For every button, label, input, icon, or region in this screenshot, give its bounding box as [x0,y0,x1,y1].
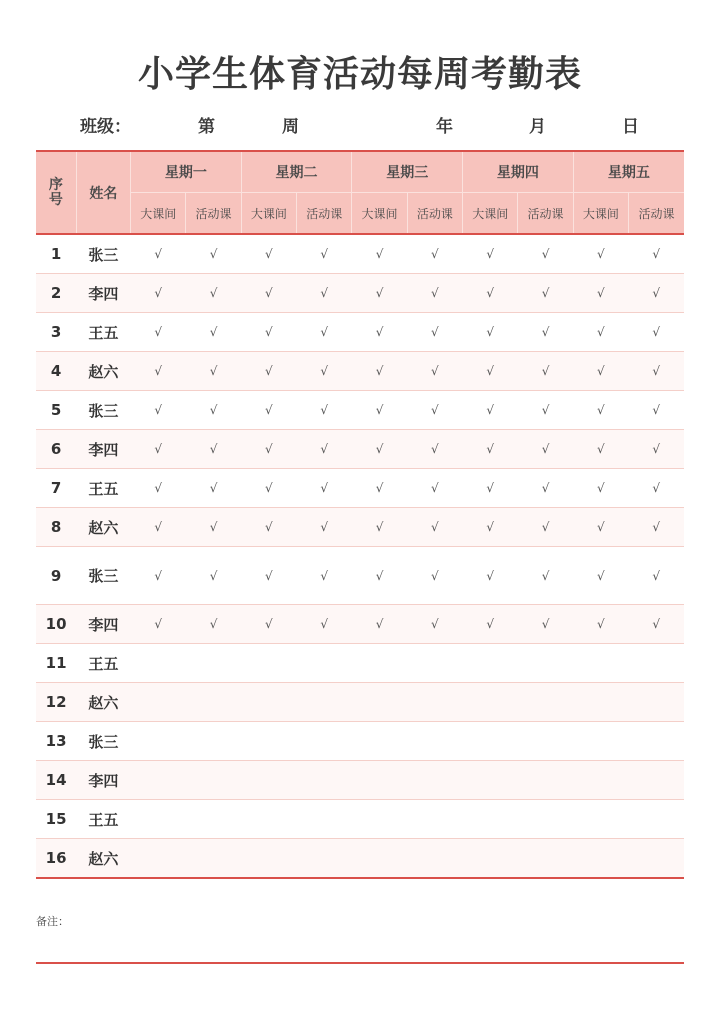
attendance-cell[interactable]: √ [241,234,296,274]
table-row [36,800,684,839]
attendance-cell[interactable] [518,683,573,722]
attendance-cell[interactable]: √ [573,508,628,547]
attendance-cell[interactable]: √ [518,391,573,430]
attendance-cell[interactable]: √ [297,469,352,508]
attendance-cell[interactable] [573,800,628,839]
row-index: 5 [36,391,76,430]
attendance-cell[interactable]: √ [131,352,186,391]
attendance-cell[interactable] [297,800,352,839]
attendance-cell[interactable] [518,761,573,800]
day-header: 星期一 [131,151,242,193]
table-row [36,839,684,879]
sub-header-activity: 活动课 [297,193,352,235]
attendance-cell[interactable]: √ [573,547,628,605]
attendance-cell[interactable]: √ [352,605,407,644]
student-name: 李四 [76,274,130,313]
attendance-cell[interactable]: √ [131,508,186,547]
attendance-cell[interactable]: √ [407,469,462,508]
attendance-cell[interactable]: √ [186,313,241,352]
attendance-cell[interactable]: √ [241,469,296,508]
attendance-cell[interactable] [629,761,684,800]
attendance-cell[interactable]: √ [407,313,462,352]
day-header: 星期四 [463,151,574,193]
attendance-cell[interactable]: √ [463,547,518,605]
attendance-cell[interactable] [241,683,296,722]
attendance-cell[interactable]: √ [297,274,352,313]
attendance-cell[interactable] [241,644,296,683]
table-row [36,234,684,274]
row-index: 3 [36,313,76,352]
sub-header-activity: 活动课 [518,193,573,235]
student-name: 张三 [76,547,130,605]
student-name: 李四 [76,605,130,644]
attendance-cell[interactable] [241,761,296,800]
attendance-cell[interactable] [131,644,186,683]
table-body [36,234,684,878]
attendance-cell[interactable] [463,839,518,879]
student-name: 赵六 [76,683,130,722]
row-index: 13 [36,722,76,761]
attendance-cell[interactable]: √ [186,234,241,274]
attendance-cell[interactable]: √ [518,547,573,605]
attendance-cell[interactable]: √ [407,391,462,430]
attendance-cell[interactable] [518,839,573,879]
name-header: 姓名 [76,151,130,234]
month-label: 月 [529,117,546,137]
attendance-cell[interactable]: √ [352,547,407,605]
attendance-cell[interactable] [131,683,186,722]
attendance-cell[interactable]: √ [131,469,186,508]
attendance-cell[interactable]: √ [518,430,573,469]
attendance-cell[interactable]: √ [241,605,296,644]
table-row [36,547,684,605]
attendance-cell[interactable]: √ [518,234,573,274]
attendance-cell[interactable]: √ [352,508,407,547]
attendance-cell[interactable]: √ [463,605,518,644]
attendance-cell[interactable]: √ [518,313,573,352]
attendance-cell[interactable]: √ [352,313,407,352]
attendance-cell[interactable] [352,800,407,839]
attendance-cell[interactable]: √ [629,313,684,352]
student-name: 赵六 [76,839,130,879]
attendance-cell[interactable] [131,839,186,879]
student-name: 王五 [76,469,130,508]
attendance-cell[interactable]: √ [629,547,684,605]
attendance-cell[interactable]: √ [573,391,628,430]
notes-line [36,962,684,964]
attendance-cell[interactable] [241,839,296,879]
attendance-cell[interactable]: √ [463,469,518,508]
day-label: 日 [622,117,639,137]
attendance-cell[interactable]: √ [573,605,628,644]
attendance-cell[interactable] [186,683,241,722]
attendance-cell[interactable]: √ [352,430,407,469]
attendance-cell[interactable] [629,722,684,761]
year-label: 年 [436,117,453,137]
attendance-cell[interactable]: √ [131,605,186,644]
attendance-cell[interactable]: √ [463,508,518,547]
student-name: 王五 [76,644,130,683]
sub-header-activity: 活动课 [186,193,241,235]
attendance-cell[interactable]: √ [518,605,573,644]
attendance-cell[interactable] [186,722,241,761]
attendance-cell[interactable]: √ [186,547,241,605]
attendance-cell[interactable] [186,839,241,879]
attendance-cell[interactable]: √ [297,352,352,391]
attendance-cell[interactable] [297,761,352,800]
table-row [36,644,684,683]
attendance-cell[interactable]: √ [352,391,407,430]
page-title: 小学生体育活动每周考勤表 [137,54,582,95]
student-name: 王五 [76,313,130,352]
attendance-cell[interactable]: √ [629,430,684,469]
attendance-cell[interactable] [407,800,462,839]
attendance-cell[interactable]: √ [241,313,296,352]
attendance-cell[interactable]: √ [131,547,186,605]
attendance-cell[interactable] [297,644,352,683]
attendance-cell[interactable]: √ [186,508,241,547]
attendance-cell[interactable]: √ [241,274,296,313]
index-header: 序号 [36,151,76,234]
attendance-cell[interactable]: √ [186,469,241,508]
attendance-cell[interactable]: √ [297,547,352,605]
sub-header-break: 大课间 [463,193,518,235]
attendance-cell[interactable] [352,722,407,761]
attendance-cell[interactable]: √ [629,469,684,508]
attendance-cell[interactable]: √ [463,313,518,352]
attendance-cell[interactable] [352,644,407,683]
attendance-cell[interactable] [518,800,573,839]
attendance-cell[interactable]: √ [131,391,186,430]
attendance-cell[interactable] [131,722,186,761]
attendance-cell[interactable]: √ [131,430,186,469]
row-index: 8 [36,508,76,547]
sub-header-activity: 活动课 [407,193,462,235]
class-label: 班级： [80,117,131,137]
attendance-cell[interactable]: √ [463,391,518,430]
attendance-cell[interactable] [573,839,628,879]
table-row [36,430,684,469]
attendance-cell[interactable]: √ [629,508,684,547]
row-index: 6 [36,430,76,469]
attendance-cell[interactable]: √ [186,605,241,644]
attendance-cell[interactable] [352,683,407,722]
attendance-cell[interactable]: √ [131,313,186,352]
attendance-cell[interactable] [629,683,684,722]
row-index: 4 [36,352,76,391]
attendance-cell[interactable] [297,839,352,879]
sub-header-break: 大课间 [352,193,407,235]
attendance-cell[interactable] [463,644,518,683]
attendance-cell[interactable] [518,722,573,761]
table-row [36,683,684,722]
student-name: 张三 [76,234,130,274]
attendance-cell[interactable] [573,722,628,761]
attendance-cell[interactable]: √ [407,605,462,644]
row-index: 10 [36,605,76,644]
attendance-cell[interactable]: √ [573,313,628,352]
attendance-cell[interactable] [297,683,352,722]
attendance-cell[interactable]: √ [463,430,518,469]
student-name: 赵六 [76,508,130,547]
attendance-cell[interactable] [352,839,407,879]
attendance-cell[interactable] [131,761,186,800]
table-row [36,508,684,547]
row-index: 12 [36,683,76,722]
attendance-cell[interactable]: √ [573,274,628,313]
attendance-cell[interactable] [297,722,352,761]
row-index: 15 [36,800,76,839]
attendance-cell[interactable]: √ [629,234,684,274]
table-row [36,761,684,800]
info-row [0,112,720,136]
attendance-cell[interactable] [629,800,684,839]
attendance-cell[interactable]: √ [186,352,241,391]
attendance-cell[interactable]: √ [297,234,352,274]
notes-label: 备注： [36,915,69,928]
attendance-cell[interactable]: √ [407,274,462,313]
attendance-cell[interactable] [241,722,296,761]
attendance-cell[interactable] [518,644,573,683]
attendance-cell[interactable]: √ [629,274,684,313]
attendance-cell[interactable]: √ [241,391,296,430]
table-row [36,722,684,761]
attendance-cell[interactable]: √ [573,430,628,469]
attendance-cell[interactable] [463,800,518,839]
attendance-cell[interactable] [241,800,296,839]
student-name: 王五 [76,800,130,839]
attendance-cell[interactable] [186,800,241,839]
attendance-cell[interactable]: √ [352,469,407,508]
attendance-cell[interactable]: √ [241,352,296,391]
week-suffix: 周 [282,117,299,137]
attendance-cell[interactable]: √ [629,605,684,644]
student-name: 张三 [76,391,130,430]
attendance-cell[interactable]: √ [407,508,462,547]
attendance-cell[interactable] [407,839,462,879]
row-index: 9 [36,547,76,605]
table-row [36,605,684,644]
sub-header-activity: 活动课 [629,193,684,235]
day-header: 星期三 [352,151,463,193]
attendance-cell[interactable]: √ [297,605,352,644]
attendance-cell[interactable] [463,761,518,800]
attendance-cell[interactable]: √ [407,547,462,605]
attendance-cell[interactable]: √ [131,274,186,313]
student-name: 张三 [76,722,130,761]
row-index: 11 [36,644,76,683]
attendance-cell[interactable]: √ [297,391,352,430]
attendance-cell[interactable]: √ [241,508,296,547]
attendance-cell[interactable]: √ [518,508,573,547]
attendance-cell[interactable] [629,644,684,683]
row-index: 14 [36,761,76,800]
attendance-cell[interactable]: √ [241,547,296,605]
attendance-cell[interactable] [629,839,684,879]
attendance-cell[interactable] [407,683,462,722]
attendance-cell[interactable] [573,644,628,683]
attendance-cell[interactable] [186,761,241,800]
student-name: 李四 [76,430,130,469]
attendance-cell[interactable]: √ [297,430,352,469]
attendance-cell[interactable]: √ [407,430,462,469]
row-index: 7 [36,469,76,508]
row-index: 2 [36,274,76,313]
attendance-cell[interactable]: √ [518,469,573,508]
attendance-cell[interactable]: √ [573,234,628,274]
week-prefix: 第 [198,117,215,137]
table-row [36,274,684,313]
attendance-cell[interactable]: √ [407,352,462,391]
attendance-cell[interactable]: √ [407,234,462,274]
attendance-cell[interactable]: √ [463,352,518,391]
attendance-cell[interactable]: √ [241,430,296,469]
attendance-cell[interactable] [407,761,462,800]
attendance-table [36,150,684,879]
student-name: 赵六 [76,352,130,391]
attendance-cell[interactable] [573,683,628,722]
attendance-cell[interactable]: √ [629,391,684,430]
sub-header-break: 大课间 [573,193,628,235]
student-name: 李四 [76,761,130,800]
attendance-cell[interactable]: √ [131,234,186,274]
row-index: 1 [36,234,76,274]
attendance-cell[interactable]: √ [463,234,518,274]
attendance-cell[interactable]: √ [518,274,573,313]
table-row [36,469,684,508]
attendance-cell[interactable]: √ [352,352,407,391]
attendance-cell[interactable] [407,722,462,761]
attendance-cell[interactable] [131,800,186,839]
attendance-cell[interactable] [463,722,518,761]
sub-header-break: 大课间 [241,193,296,235]
attendance-cell[interactable]: √ [518,352,573,391]
attendance-cell[interactable] [573,761,628,800]
attendance-cell[interactable] [463,683,518,722]
attendance-cell[interactable]: √ [629,352,684,391]
attendance-cell[interactable] [352,761,407,800]
attendance-cell[interactable]: √ [573,469,628,508]
sub-header-break: 大课间 [131,193,186,235]
attendance-cell[interactable]: √ [463,274,518,313]
attendance-cell[interactable]: √ [297,313,352,352]
attendance-cell[interactable] [407,644,462,683]
attendance-cell[interactable] [186,644,241,683]
attendance-cell[interactable]: √ [352,234,407,274]
day-header: 星期二 [241,151,352,193]
row-index: 16 [36,839,76,879]
attendance-cell[interactable]: √ [352,274,407,313]
day-header: 星期五 [573,151,684,193]
attendance-cell[interactable]: √ [573,352,628,391]
table-row [36,313,684,352]
attendance-cell[interactable]: √ [186,391,241,430]
table-row [36,352,684,391]
attendance-cell[interactable]: √ [297,508,352,547]
table-row [36,391,684,430]
attendance-cell[interactable]: √ [186,274,241,313]
attendance-cell[interactable]: √ [186,430,241,469]
